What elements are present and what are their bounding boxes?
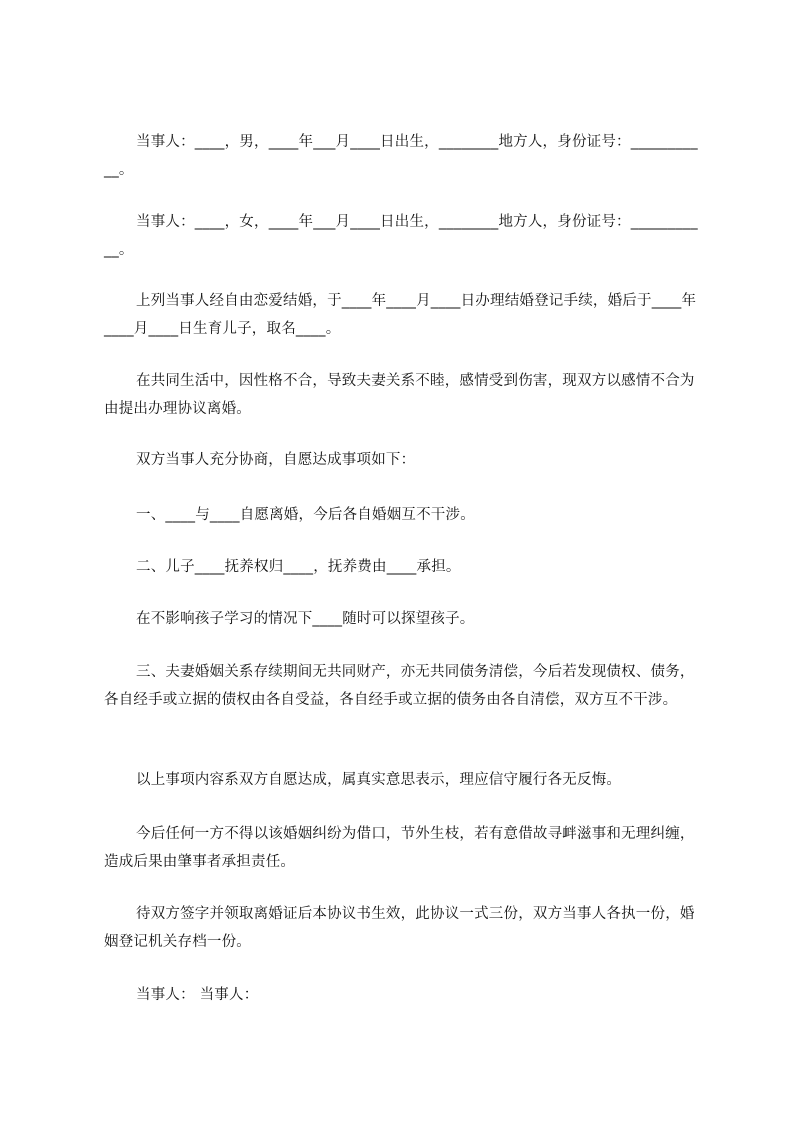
marriage-history: 上列当事人经自由恋爱结婚，于____年____月____日办理结婚登记手续，婚后于____年____月____日生育儿子，取名____。 — [104, 293, 697, 337]
effectiveness-clause: 待双方签字并领取离婚证后本协议书生效，此协议一式三份，双方当事人各执一份，婚姻登记机关存档一份。 — [104, 906, 695, 950]
no-disputes-clause: 今后任何一方不得以该婚姻纠纷为借口，节外生枝，若有意借故寻衅滋事和无理纠缠，造成后果由肇事者承担责任。 — [104, 826, 695, 870]
party-male-info: 当事人：____，男，____年___月____日出生，________地方人，身份证号：___________。 — [104, 134, 698, 178]
clause-three: 三、夫妻婚姻关系存续期间无共同财产，亦无共同债务清偿，今后若发现债权、债务，各自经手或立据的债权由各自受益，各自经手或立据的债务由各自清偿，双方互不干涉。 — [104, 664, 695, 708]
agreement-intro: 双方当事人充分协商，自愿达成事项如下： — [136, 452, 416, 468]
clause-two: 二、儿子____抚养权归____，抚养费由____承担。 — [136, 559, 461, 575]
divorce-reason: 在共同生活中，因性格不合，导致夫妻关系不睦，感情受到伤害，现双方以感情不合为由提出办理协议离婚。 — [104, 373, 695, 417]
voluntary-statement: 以上事项内容系双方自愿达成，属真实意思表示，理应信守履行各无反悔。 — [136, 772, 622, 788]
party-female-info: 当事人：____，女，____年___月____日出生，________地方人，身份证号：___________。 — [104, 214, 698, 258]
visitation-clause: 在不影响孩子学习的情况下____随时可以探望孩子。 — [136, 611, 475, 627]
clause-one: 一、____与____自愿离婚，今后各自婚姻互不干涉。 — [136, 507, 475, 523]
signature-line: 当事人： 当事人： — [136, 987, 259, 1003]
